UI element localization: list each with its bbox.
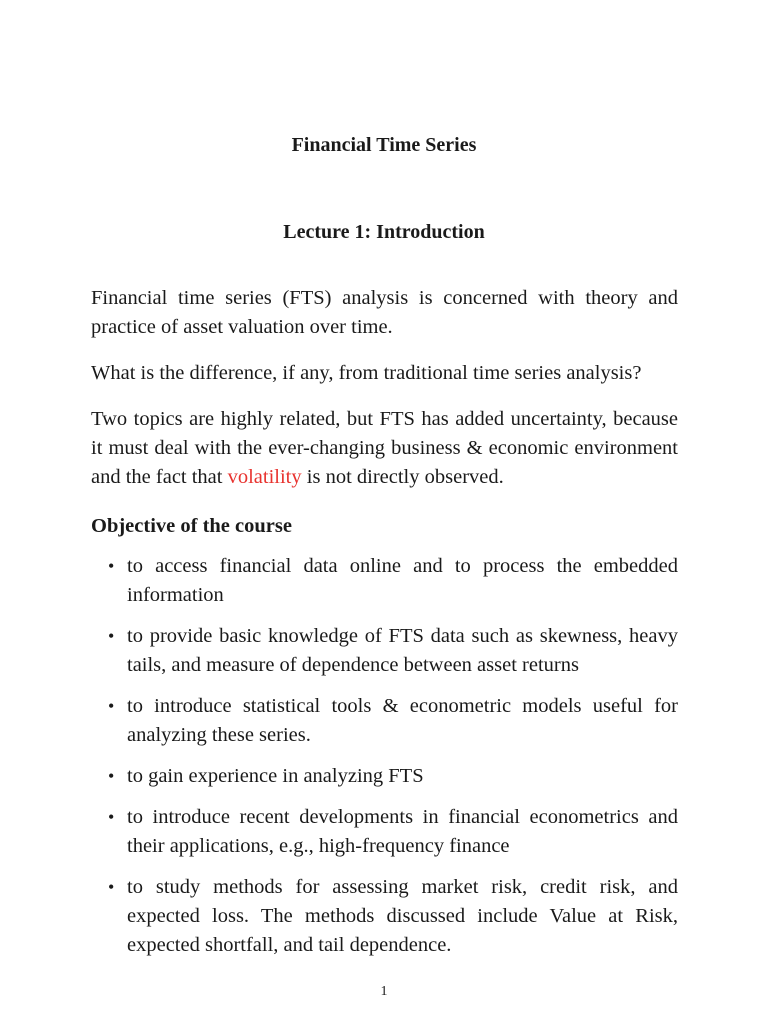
list-item-text: to gain experience in analyzing FTS [127, 765, 424, 787]
list-item-text: to provide basic knowledge of FTS data such as skewness, heavy tails, and measure of dependence between asset returns [127, 625, 678, 676]
list-item [91, 803, 678, 861]
list-item-text: to introduce statistical tools & econometric models useful for analyzing these series. [127, 695, 678, 746]
list-item [91, 692, 678, 750]
volatility-highlight: volatility [227, 466, 302, 488]
document-body [91, 284, 678, 972]
page-number: 1 [380, 984, 388, 999]
bullet-icon: • [108, 807, 115, 827]
paragraph-uncertainty [91, 405, 678, 492]
bullet-icon: • [108, 626, 115, 646]
list-item [91, 873, 678, 960]
list-item [91, 622, 678, 680]
bullet-icon: • [108, 766, 115, 786]
paragraph-uncertainty-text-start: Two topics are highly related, but FTS has added uncertainty, because it must deal with the ever-changing business & economic environment and the fact that [91, 408, 678, 488]
list-item-text: to introduce recent developments in financial econometrics and their applications, e.g., high-frequency finance [127, 806, 678, 857]
list-item [91, 762, 678, 791]
section-heading-objectives: Objective of the course [91, 515, 292, 537]
objectives-list [91, 552, 678, 960]
paragraph-question: What is the difference, if any, from traditional time series analysis? [91, 362, 642, 384]
list-item-text: to study methods for assessing market risk, credit risk, and expected loss. The methods discussed include Value at Risk, expected shortfall, and tail dependence. [127, 876, 678, 956]
paragraph-uncertainty-text-end: is not directly observed. [301, 466, 504, 488]
list-item-text: to access financial data online and to process the embedded information [127, 555, 678, 606]
bullet-icon: • [108, 556, 115, 576]
list-item [91, 552, 678, 610]
lecture-subtitle: Lecture 1: Introduction [283, 221, 485, 243]
bullet-icon: • [108, 696, 115, 716]
document-title: Financial Time Series [291, 134, 477, 156]
paragraph-intro: Financial time series (FTS) analysis is concerned with theory and practice of asset valuation over time. [91, 287, 678, 338]
bullet-icon: • [108, 877, 115, 897]
